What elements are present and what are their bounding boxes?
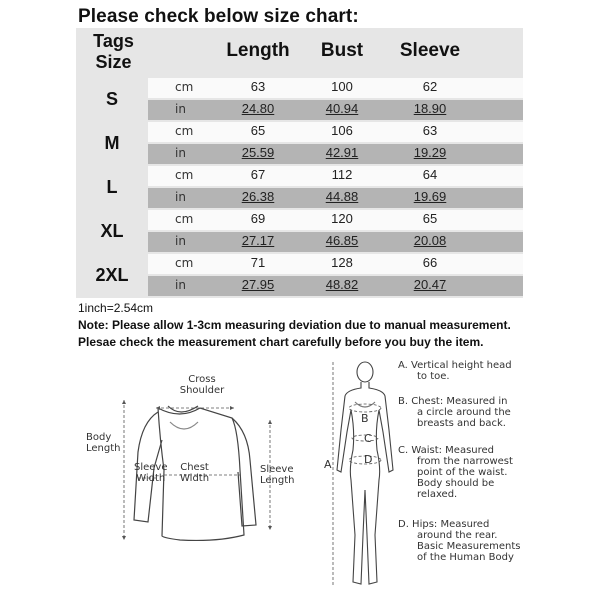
unit-label: in	[175, 190, 186, 204]
value-cell-bust: 112	[331, 167, 353, 182]
d-text-line1: D. Hips: Measured	[398, 519, 490, 530]
cross-shoulder-line1: Cross	[188, 374, 216, 385]
unit-label: cm	[175, 212, 194, 226]
value-cell-sleeve: 66	[422, 255, 438, 270]
deviation-note: Note: Please allow 1-3cm measuring deviation due to manual measurement.	[78, 318, 511, 332]
cross-shoulder-label	[177, 374, 227, 396]
value-cell-bust: 128	[331, 255, 353, 270]
size-row-in	[148, 144, 523, 164]
chest-width-line1: Chest	[180, 462, 209, 473]
sleeve-length-line2: Length	[260, 475, 295, 486]
body-length-label	[86, 432, 121, 454]
unit-label: in	[175, 234, 186, 248]
value-cell-length: 63	[250, 79, 266, 94]
value-cell-bust: 106	[331, 123, 353, 138]
size-row-in	[148, 100, 523, 120]
unit-label: cm	[175, 80, 194, 94]
value-cell-sleeve: 19.69	[413, 189, 447, 204]
sleeve-width-label	[134, 462, 168, 484]
size-row-in	[148, 188, 523, 208]
value-cell-length: 27.17	[241, 233, 275, 248]
chest-width-label	[180, 462, 209, 484]
column-header-length: Length	[226, 40, 290, 61]
unit-label: in	[175, 146, 186, 160]
d-description	[398, 519, 521, 563]
value-cell-length: 71	[250, 255, 266, 270]
value-cell-bust: 44.88	[325, 189, 359, 204]
value-cell-bust: 100	[331, 79, 353, 94]
size-chart-title: Please check below size chart:	[78, 6, 359, 27]
a-description	[398, 360, 512, 382]
size-label: L	[106, 177, 118, 197]
check-chart-note: Plesae check the measurement chart carefully before you buy the item.	[78, 335, 484, 349]
d-text-line2: around the rear.	[417, 530, 498, 541]
c-description	[398, 445, 513, 500]
conversion-note: 1inch=2.54cm	[78, 301, 154, 315]
measurement-figures	[80, 360, 560, 595]
b-text-line1: B. Chest: Measured in	[398, 396, 508, 407]
d-text-line3: Basic Measurements	[417, 541, 521, 552]
d-text-line4: of the Human Body	[417, 552, 514, 563]
value-cell-sleeve: 19.29	[413, 145, 447, 160]
size-chart-table	[76, 28, 523, 298]
value-cell-bust: 40.94	[325, 101, 359, 116]
value-cell-bust: 48.82	[325, 277, 359, 292]
mark-a: A	[324, 458, 332, 471]
value-cell-bust: 120	[331, 211, 353, 226]
unit-label: cm	[175, 256, 194, 270]
b-description	[398, 396, 511, 429]
unit-label: in	[175, 278, 186, 292]
value-cell-bust: 42.91	[325, 145, 359, 160]
column-header-bust: Bust	[320, 40, 364, 61]
value-cell-length: 26.38	[241, 189, 275, 204]
size-label: S	[105, 89, 118, 109]
size-row-cm	[148, 166, 523, 186]
cross-shoulder-line2: Shoulder	[179, 385, 225, 396]
body-length-line1: Body	[86, 432, 112, 443]
value-cell-length: 25.59	[241, 145, 275, 160]
sleeve-width-line2: Width	[136, 473, 166, 484]
size-row-in	[148, 232, 523, 252]
c-text-line3: point of the waist.	[417, 467, 508, 478]
value-cell-sleeve: 62	[422, 79, 438, 94]
unit-label: cm	[175, 168, 194, 182]
chest-width-line2: Width	[180, 473, 210, 484]
size-label: M	[104, 133, 120, 153]
value-cell-sleeve: 18.90	[413, 101, 447, 116]
size-row-cm	[148, 210, 523, 230]
human-body-drawing	[325, 360, 405, 595]
tags-header-line2: Size	[95, 52, 132, 72]
size-label: XL	[100, 221, 124, 241]
value-cell-sleeve: 65	[422, 211, 438, 226]
size-row-cm	[148, 254, 523, 274]
notes	[78, 300, 511, 351]
size-label: 2XL	[95, 265, 129, 285]
a-text-line1: A. Vertical height head	[398, 360, 512, 371]
value-cell-length: 24.80	[241, 101, 275, 116]
size-chart-header	[76, 28, 523, 78]
value-cell-sleeve: 64	[422, 167, 438, 182]
c-text-line4: Body should be	[417, 478, 495, 489]
value-cell-bust: 46.85	[325, 233, 359, 248]
size-row-cm	[148, 78, 523, 98]
tags-size-header	[76, 31, 151, 73]
c-text-line5: relaxed.	[417, 489, 458, 500]
value-cell-sleeve: 20.47	[413, 277, 447, 292]
value-cell-sleeve: 20.08	[413, 233, 447, 248]
body-length-line2: Length	[86, 443, 121, 454]
tags-header-line1: Tags	[93, 31, 134, 51]
a-text-line2: to toe.	[417, 371, 450, 382]
size-row-cm	[148, 122, 523, 142]
b-text-line2: a circle around the	[417, 407, 511, 418]
column-header-sleeve: Sleeve	[399, 40, 461, 61]
sleeve-length-line1: Sleeve	[260, 464, 294, 475]
c-text-line1: C. Waist: Measured	[398, 445, 495, 456]
mark-c: C	[364, 432, 372, 445]
unit-label: in	[175, 102, 186, 116]
size-row-in	[148, 276, 523, 296]
value-cell-length: 67	[250, 167, 266, 182]
value-cell-sleeve: 63	[422, 123, 438, 138]
sleeve-width-line1: Sleeve	[134, 462, 168, 473]
unit-label: cm	[175, 124, 194, 138]
mark-b: B	[361, 412, 369, 425]
sleeve-length-label	[260, 464, 295, 486]
mark-d: D	[364, 453, 373, 466]
value-cell-length: 65	[250, 123, 266, 138]
value-cell-length: 27.95	[241, 277, 275, 292]
c-text-line2: from the narrowest	[417, 456, 513, 467]
value-cell-length: 69	[250, 211, 266, 226]
b-text-line3: breasts and back.	[417, 418, 506, 429]
